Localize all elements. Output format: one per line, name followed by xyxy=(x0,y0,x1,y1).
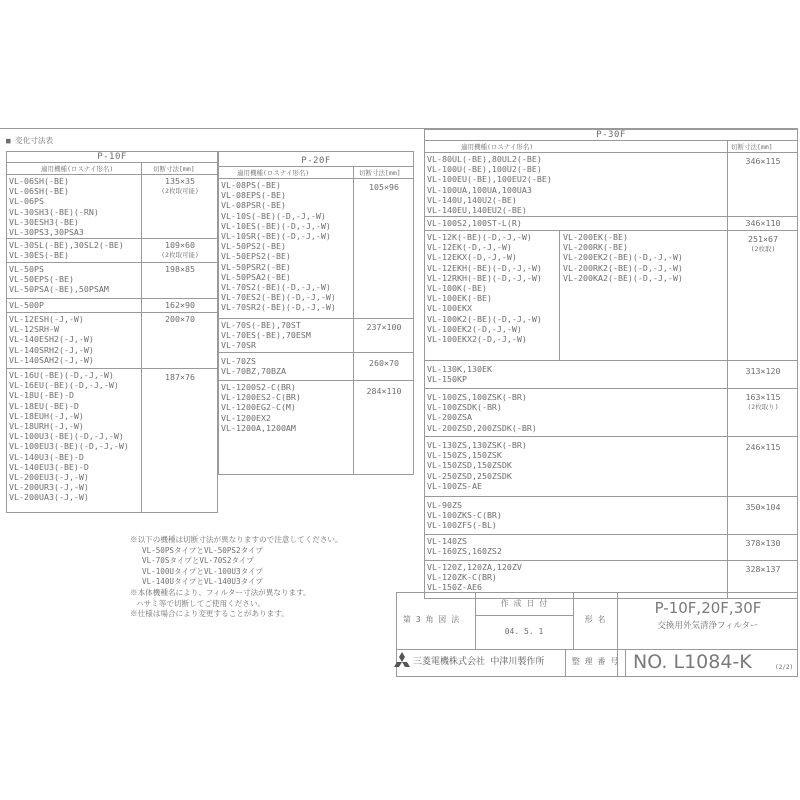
table-p20f xyxy=(218,151,414,475)
cell-models: VL-120Z,120ZA,120ZV VL-120ZK-C(BR) VL-150Z-AE6 xyxy=(427,562,522,593)
cell-cut: 346×115 xyxy=(745,156,781,166)
cell-cut: 200×70 xyxy=(165,314,195,324)
cell-cut: 260×70 xyxy=(369,358,399,368)
cell-models: VL-130K,130EK VL-150KP xyxy=(427,364,492,385)
cell-models: VL-70S(-BE),70ST VL-70ES(-BE),70ESM VL-70SR xyxy=(221,320,311,351)
model-label: 形 名 xyxy=(584,615,606,624)
drawing-sheet xyxy=(0,128,798,677)
cell-cut: 163×115 (2枚取り) xyxy=(745,392,781,412)
cell-cut: 162×90 xyxy=(165,300,195,310)
cell-cut: 350×104 xyxy=(745,502,781,512)
cell-cut: 109×60 (2枚取可能) xyxy=(161,240,199,260)
table-p30f xyxy=(424,129,798,599)
cell-cut: 198×85 xyxy=(165,264,195,274)
section-title: ■ 変化寸法表 xyxy=(6,136,54,145)
cell-cut: 346×110 xyxy=(745,218,781,228)
cell-models: VL-16U(-BE)(-D,-J,-W) VL-16EU(-BE)(-D,-J,-W) VL-18U(-BE)-D VL-18EU(-BE)-D VL-18EUH(-J,-W) VL-18URH(-J,-W) VL-100U3(-BE)(-D,-J,-W) VL-100EU3(-BE)(-D,-J,-W) VL-140U3(-BE)-D VL-140EU3(-BE)-D VL-200EU3(-J,-W) VL-200UR3(-J,-W) VL-200UA3(-J,-W) xyxy=(9,370,129,503)
cell-models: VL-500P xyxy=(9,300,44,310)
column-header-models: 適用機種(ロスナイ形名) xyxy=(237,169,310,177)
cell-models: VL-140ZS VL-160ZS,160ZS2 xyxy=(427,536,502,557)
cell-models: VL-50PS VL-50EPS(-BE) VL-50PSA(-BE),50PSAM xyxy=(9,264,109,295)
sheet-number: (2/2) xyxy=(775,664,794,671)
created-label: 作 成 日 付 xyxy=(500,599,548,608)
model-value: P-10F,20F,30F xyxy=(654,599,762,617)
cell-cut: 105×96 xyxy=(369,182,399,192)
cell-cut: 237×100 xyxy=(366,322,402,332)
created-date: 04. 5. 1 xyxy=(504,627,544,636)
column-header-models: 適用機種(ロスナイ形名) xyxy=(41,165,114,173)
table-title: P-10F xyxy=(97,152,127,162)
cell-cut: 135×35 (2枚取可能) xyxy=(161,176,199,196)
column-header-cut: 切断寸法[mm] xyxy=(153,165,195,173)
column-header-cut: 切断寸法[mm] xyxy=(731,143,773,151)
cell-models: VL-12ESH(-J,-W) VL-12SRH-W VL-140ESH2(-J,-W) VL-140SRH2(-J,-W) VL-140SAH2(-J,-W) xyxy=(9,314,94,365)
cell-models: VL-06SH(-BE) VL-06SH(-BE) VL-06PS VL-30SH3(-BE)(-RN) VL-30ESH3(-BE) VL-30PS3,30PSA3 xyxy=(9,176,99,238)
cell-models: VL-12K(-BE)(-D,-J,-W) VL-12EK(-D,-J,-W) VL-12EKX(-D,-J,-W) VL-12EKH(-BE)(-D,-J,-W) VL-12RKH(-BE)(-D,-J,-W) VL-100K(-BE) VL-100EK(-BE) VL-100EKX VL-100K2(-BE)(-D,-J,-W) VL-100EK2(-D,-J,-W) VL-100EKX2(-D,-J,-W) xyxy=(427,232,542,345)
cell-models: VL-80UL(-BE),80UL2(-BE) VL-100U(-BE),100U2(-BE) VL-100EU(-BE),100EU2(-BE) VL-100UA,100UA,100UA3 VL-140U,140U2(-BE) VL-140EU,140EU2(-BE) xyxy=(427,154,552,216)
cell-models: VL-30SL(-BE),30SL2(-BE) VL-30ES(-BE) xyxy=(9,240,124,261)
company-name: 三菱電機株式会社 中津川製作所 xyxy=(413,657,545,667)
cell-models: VL-130ZS,130ZSK(-BR) VL-150ZS,150ZSK VL-150ZSD,150ZSDK VL-250ZSD,250ZSDK VL-100ZS-AE xyxy=(427,440,527,491)
title-block xyxy=(396,592,798,677)
notes: ※以下の機種は切断寸法が異なりますので注意してください。 VL-50PSタイプとVL-50PS2タイプ VL-70SタイプとVL-70S2タイプ VL-100UタイプとVL-100U3タイプ VL-140UタイプとVL-140U3タイプ ※本体機種名により、フィルター寸法が異なります。 ハサミ等で切断してご使用ください。 ※仕様は場合により変更することがあります。 xyxy=(130,535,343,619)
number-value: NO. L1084-K xyxy=(633,651,752,673)
cell-models: VL-100ZS,100ZSK(-BR) VL-100ZSDK(-BR) VL-200ZSA VL-200ZSD,200ZSDK(-BR) xyxy=(427,392,537,433)
cell-models: VL-1200S2-C(BR) VL-1200ES2-C(BR) VL-1200EG2-C(M) VL-1200EX2 VL-1200A,1200AM xyxy=(221,382,301,433)
cell-models: VL-90ZS VL-100ZKS-C(BR) VL-100ZFS(-BL) xyxy=(427,500,502,531)
cell-cut: 284×110 xyxy=(366,386,402,396)
product-name: 交換用外気清浄フィルター xyxy=(657,621,759,631)
cell-cut: 187×76 xyxy=(165,372,195,382)
cell-cut: 378×130 xyxy=(745,538,781,548)
cell-cut: 328×137 xyxy=(745,564,781,574)
projection-label: 第 3 角 図 法 xyxy=(403,615,460,624)
cell-models: VL-100S2,100ST-L(R) xyxy=(427,218,522,228)
column-header-cut: 切断寸法[mm] xyxy=(359,169,401,177)
table-p10f xyxy=(6,151,218,513)
cell-cut: 313×120 xyxy=(745,366,781,376)
cell-cut: 246×115 xyxy=(745,442,781,452)
cell-cut: 251×67 (2枚取) xyxy=(748,234,778,254)
cell-models: VL-08PS(-BE) VL-08EPS(-BE) VL-08PSR(-BE) VL-10S(-BE)(-D,-J,-W) VL-10ES(-BE)(-D,-J,-W) VL-10SR(-BE)(-D,-J,-W) VL-50PS2(-BE) VL-50EPS2(-BE) VL-50PSR2(-BE) VL-50PSA2(-BE) VL-70S2(-BE)(-D,-J,-W) VL-70ES2(-BE)(-D,-J,-W) VL-70SR2(-BE)(-D,-J,-W) xyxy=(221,180,336,313)
column-header-models: 適用機種(ロスナイ形名) xyxy=(461,143,534,151)
cell-models-b: VL-200EK(-BE) VL-200RK(-BE) VL-200EK2(-BE)(-D,-J,-W) VL-200RK2(-BE)(-D,-J,-W) VL-200KA2(-BE)(-D,-J,-W) xyxy=(563,232,683,283)
cell-models: VL-70ZS VL-70BZ,70BZA xyxy=(221,356,286,377)
table-title: P-20F xyxy=(301,156,331,166)
number-label: 整 理 番 号 xyxy=(571,657,619,666)
table-title: P-30F xyxy=(596,130,626,140)
mitsubishi-diamonds-icon xyxy=(393,651,411,673)
